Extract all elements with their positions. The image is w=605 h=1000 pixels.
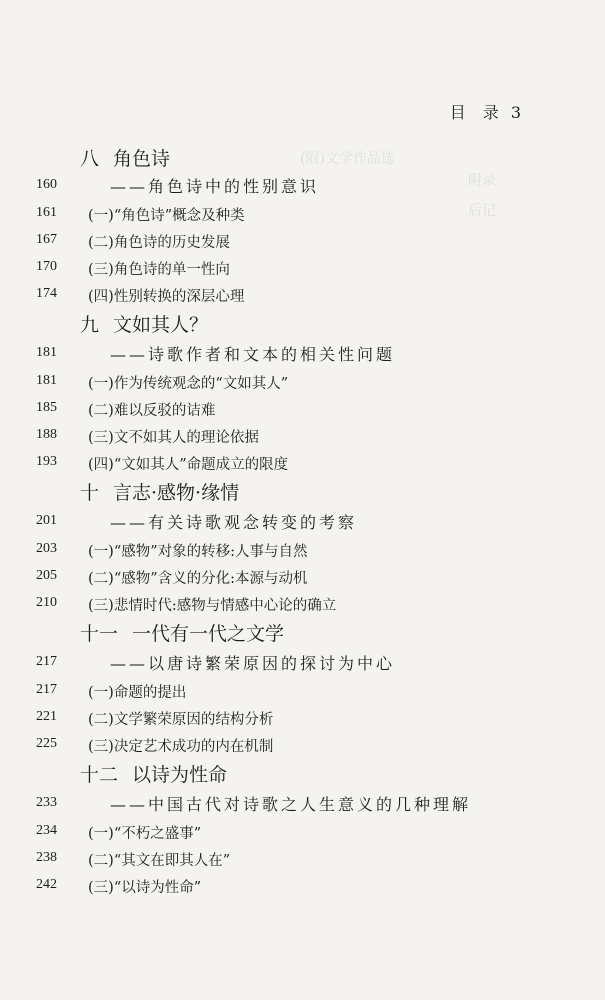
chapter-subtitle-row	[0, 792, 605, 816]
chapter-heading	[80, 310, 208, 337]
chapter-title: 以诗为性命	[132, 764, 228, 786]
chapter-number: 十	[80, 482, 100, 504]
page-number: 181	[36, 373, 57, 388]
chapter-heading	[80, 760, 227, 787]
page-number: 160	[36, 177, 57, 192]
show-through-text: (附)文学作品选	[300, 151, 395, 167]
section-row	[0, 451, 605, 475]
section-title: (一)命题的提出	[88, 685, 187, 701]
page-number: 174	[36, 286, 57, 301]
chapter-subtitle: ——诗歌作者和文本的相关性问题	[110, 345, 396, 364]
chapter-subtitle: ——以唐诗繁荣原因的探讨为中心	[110, 654, 396, 673]
chapter-heading	[80, 478, 239, 505]
page-number: 170	[36, 259, 57, 274]
chapter-subtitle: ——有关诗歌观念转变的考察	[110, 513, 358, 532]
chapter-subtitle: ——中国古代对诗歌之人生意义的几种理解	[110, 795, 472, 814]
chapter-heading	[80, 144, 170, 171]
page-number: 225	[36, 736, 57, 751]
chapter-title: 文如其人？	[113, 314, 209, 336]
page-number: 234	[36, 823, 57, 838]
section-title: (三)角色诗的单一性向	[88, 262, 230, 278]
show-through-text: 后记	[468, 203, 496, 219]
section-row	[0, 847, 605, 871]
section-title: (三)决定艺术成功的内在机制	[88, 739, 274, 755]
chapter-title: 一代有一代之文学	[132, 623, 285, 645]
chapter-title: 言志·感物·缘情	[113, 482, 240, 504]
section-row	[0, 202, 605, 226]
section-row	[0, 256, 605, 280]
section-title: (二)“感物”含义的分化:本源与动机	[88, 571, 308, 587]
page-number: 167	[36, 232, 57, 247]
section-title: (三)文不如其人的理论依据	[88, 430, 259, 446]
section-row	[0, 424, 605, 448]
section-row	[0, 565, 605, 589]
page-number: 221	[36, 709, 57, 724]
section-row	[0, 283, 605, 307]
section-row	[0, 874, 605, 898]
page-number: 161	[36, 205, 57, 220]
section-title: (二)难以反驳的诘难	[88, 403, 216, 419]
section-title: (一)“不朽之盛事”	[88, 826, 202, 842]
section-title: (四)性别转换的深层心理	[88, 289, 245, 305]
section-title: (二)文学繁荣原因的结构分析	[88, 712, 274, 728]
section-title: (一)“感物”对象的转移:人事与自然	[88, 544, 308, 560]
section-title: (二)“其文在即其人在”	[88, 853, 231, 869]
header-title: 目 录	[449, 103, 505, 122]
section-title: (一)作为传统观念的“文如其人”	[88, 376, 289, 392]
page-number: 188	[36, 427, 57, 442]
section-title: (四)“文如其人”命题成立的限度	[88, 457, 289, 473]
section-row	[0, 820, 605, 844]
page-number: 201	[36, 513, 57, 528]
chapter-number: 九	[80, 314, 100, 336]
chapter-number: 十一	[80, 623, 119, 645]
page-number: 193	[36, 454, 57, 469]
page-number: 242	[36, 877, 57, 892]
section-row	[0, 370, 605, 394]
chapter-heading	[80, 619, 284, 646]
page-number: 181	[36, 345, 57, 360]
chapter-subtitle: ——角色诗中的性别意识	[110, 177, 320, 196]
page-number: 238	[36, 850, 57, 865]
section-row	[0, 679, 605, 703]
section-row	[0, 592, 605, 616]
page-number: 185	[36, 400, 57, 415]
section-title: (一)“角色诗”概念及种类	[88, 208, 245, 224]
show-through-text: 附录	[468, 173, 496, 189]
chapter-number: 八	[80, 148, 100, 170]
section-row	[0, 706, 605, 730]
page-number: 205	[36, 568, 57, 583]
page-number: 233	[36, 795, 57, 810]
running-header	[450, 100, 521, 123]
chapter-subtitle-row	[0, 174, 605, 198]
section-title: (三)悲情时代:感物与情感中心论的确立	[88, 598, 337, 614]
chapter-title: 角色诗	[113, 148, 171, 170]
page-number: 217	[36, 682, 57, 697]
section-title: (三)“以诗为性命”	[88, 880, 202, 896]
header-page-number: 3	[510, 103, 521, 122]
chapter-number: 十二	[80, 764, 119, 786]
chapter-subtitle-row	[0, 651, 605, 675]
page-number: 210	[36, 595, 57, 610]
page-number: 217	[36, 654, 57, 669]
section-row	[0, 229, 605, 253]
page-number: 203	[36, 541, 57, 556]
chapter-subtitle-row	[0, 510, 605, 534]
section-row	[0, 733, 605, 757]
section-row	[0, 538, 605, 562]
section-title: (二)角色诗的历史发展	[88, 235, 230, 251]
chapter-subtitle-row	[0, 342, 605, 366]
section-row	[0, 397, 605, 421]
